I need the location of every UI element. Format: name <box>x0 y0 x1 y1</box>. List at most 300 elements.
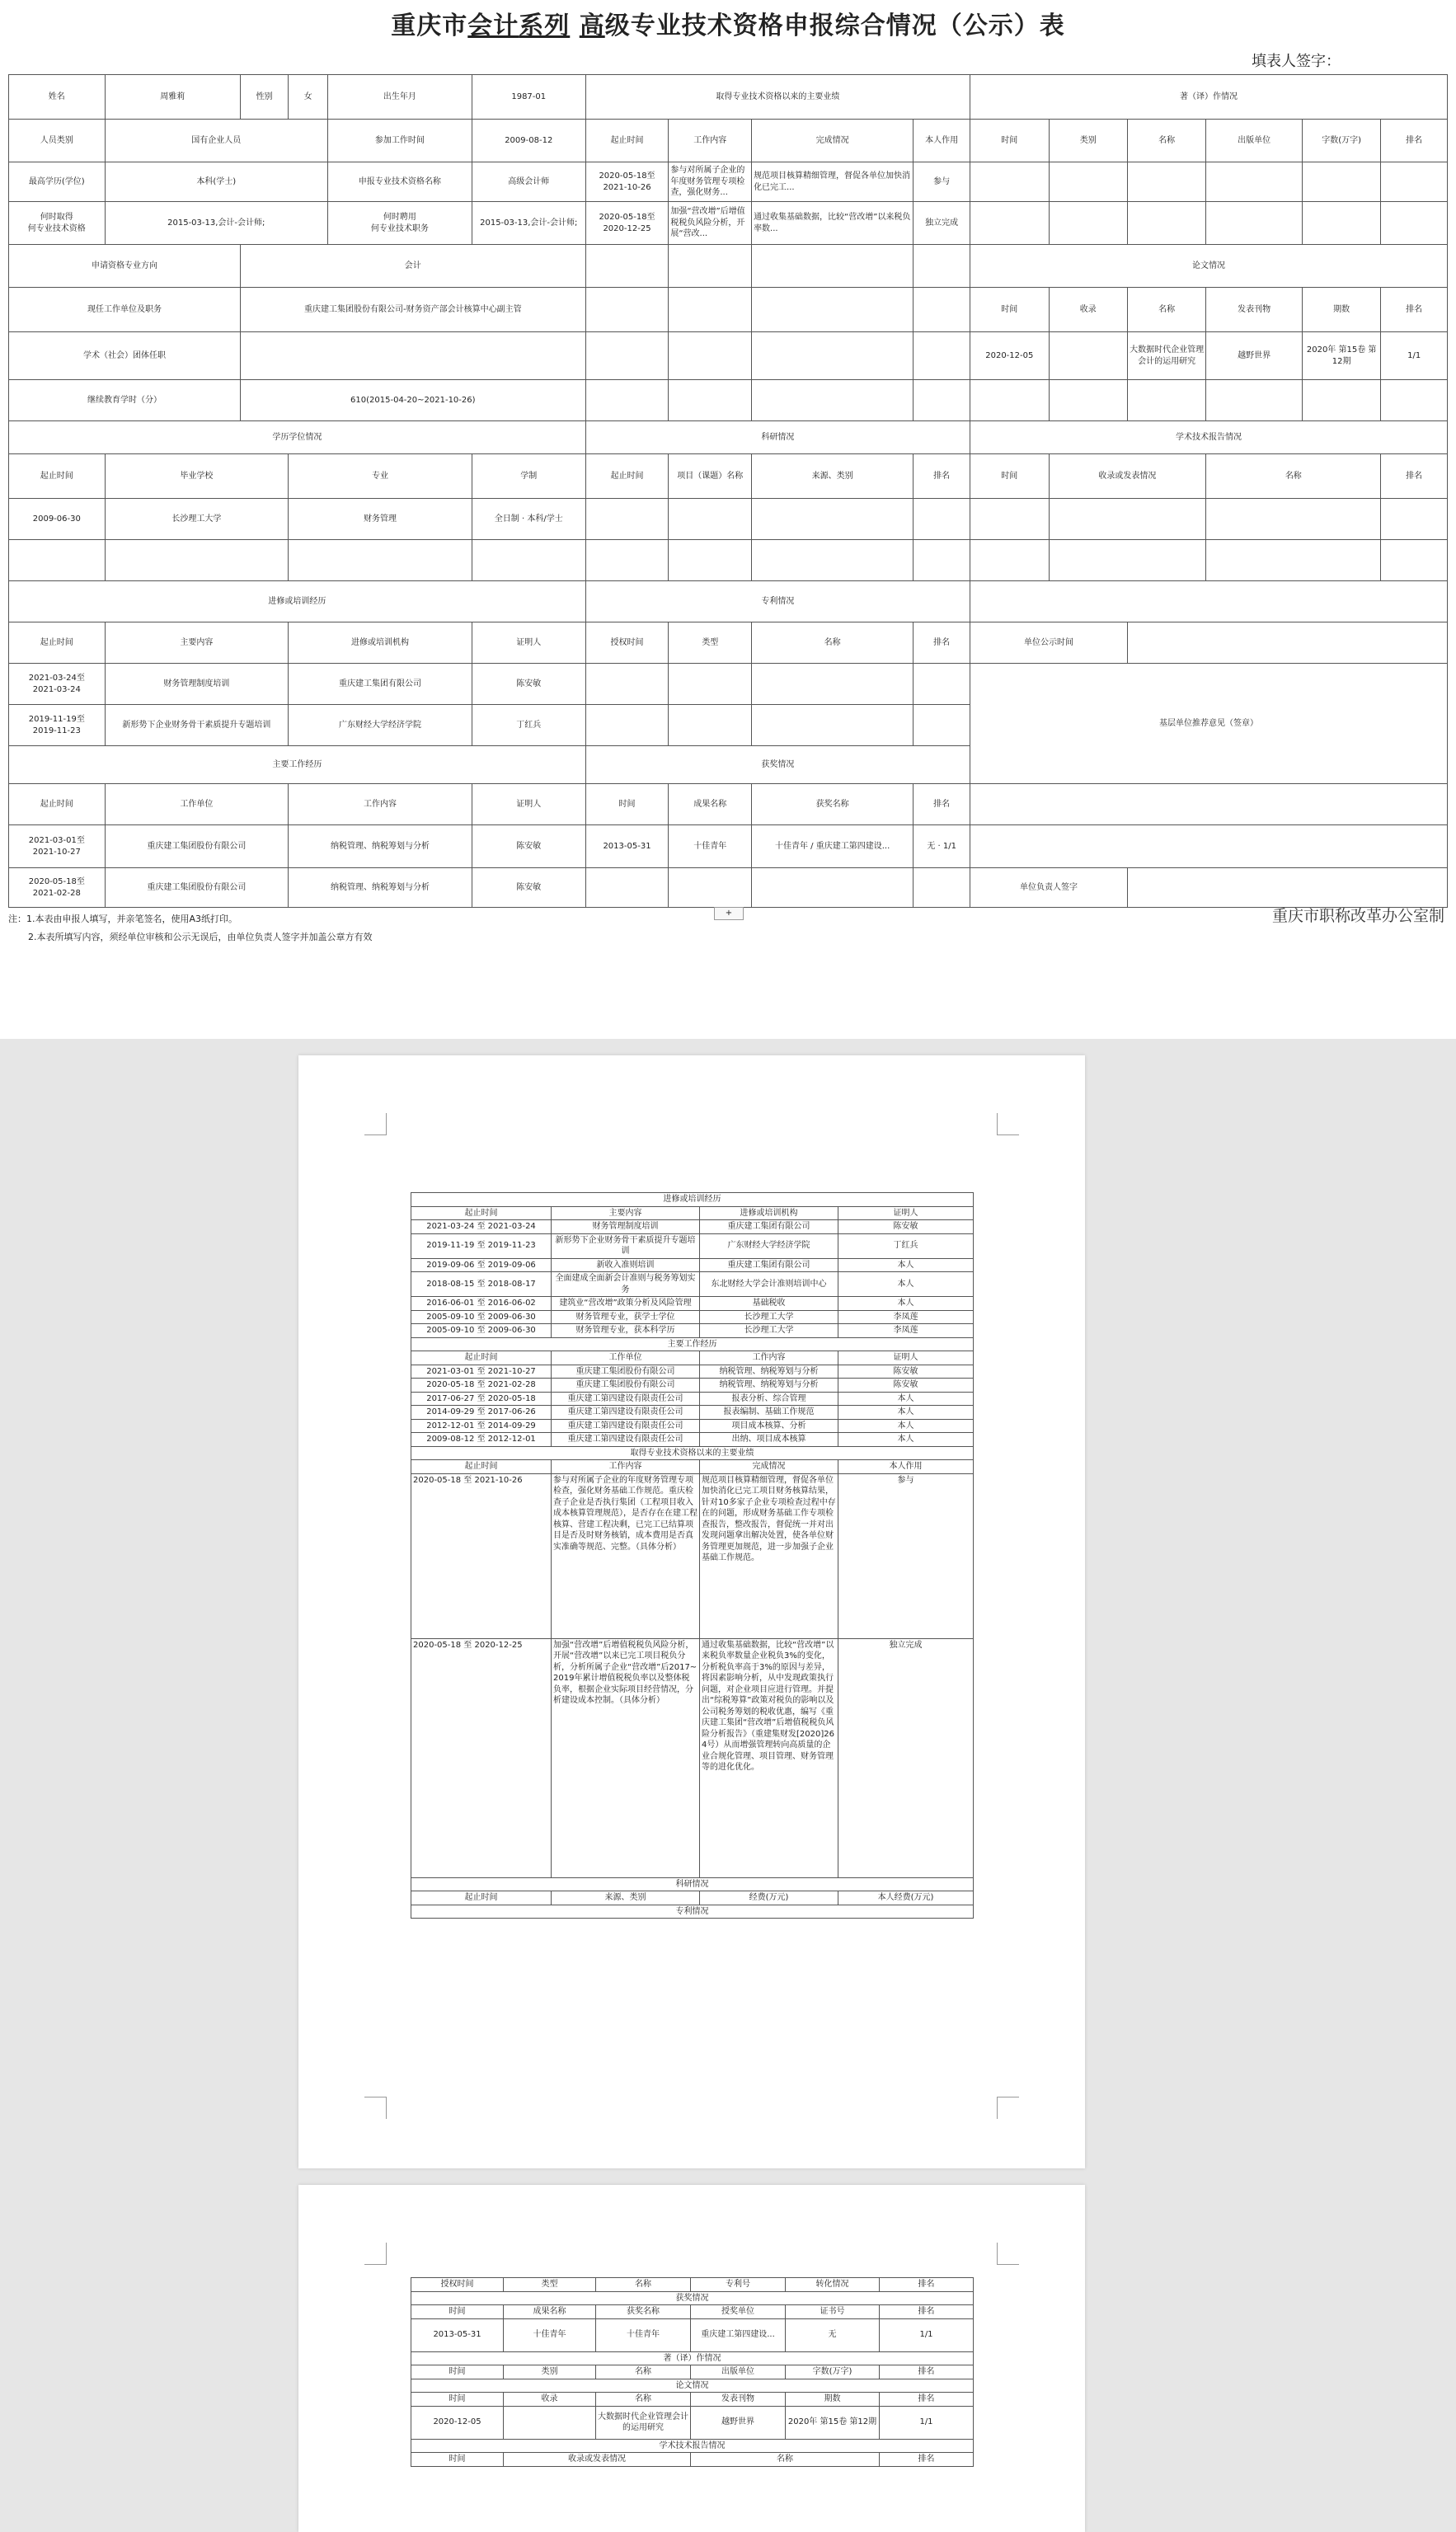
paper-issue: 2020年 第15卷 第12期 <box>1302 332 1380 380</box>
p3-award-col: 授奖单位 <box>691 2305 786 2319</box>
ach-empty <box>585 332 669 380</box>
p2-career-col: 起止时间 <box>411 1351 552 1365</box>
works-empty <box>1049 202 1127 245</box>
p2-career-unit: 重庆建工第四建设有限责任公司 <box>552 1419 700 1433</box>
p3-papers-col: 时间 <box>411 2393 504 2407</box>
p2-career-content: 纳税管理、纳税筹划与分析 <box>700 1365 838 1379</box>
career-col-content: 工作内容 <box>289 784 472 825</box>
research-empty <box>914 540 970 581</box>
patent-empty <box>752 705 914 746</box>
p2-training-time: 2016-06-01 至 2016-06-02 <box>411 1297 552 1311</box>
p2-career-time: 2021-03-01 至 2021-10-27 <box>411 1365 552 1379</box>
p3-award-col: 成果名称 <box>504 2305 596 2319</box>
p3-papers-col: 排名 <box>880 2393 974 2407</box>
training-row-2-witness: 丁红兵 <box>472 705 585 746</box>
works-col-publisher: 出版单位 <box>1206 120 1303 162</box>
conf-empty <box>1381 540 1448 581</box>
papers-col-name: 名称 <box>1127 288 1205 332</box>
career-col-witness: 证明人 <box>472 784 585 825</box>
patent-col-rank: 排名 <box>914 622 970 664</box>
career-row-2-witness: 陈安敏 <box>472 868 585 908</box>
p3-works-col: 排名 <box>880 2365 974 2379</box>
value-name: 周雅莉 <box>105 75 240 120</box>
training-row-1-witness: 陈安敏 <box>472 664 585 705</box>
p2-career-unit: 重庆建工第四建设有限责任公司 <box>552 1406 700 1420</box>
page-corner-mark <box>997 1113 1019 1135</box>
label-current-title: 申报专业技术资格名称 <box>327 162 472 202</box>
p2-career-unit: 重庆建工集团股份有限公司 <box>552 1379 700 1393</box>
p2-career-witness: 陈安敏 <box>838 1379 974 1393</box>
unit-opinion-time-value <box>1127 622 1447 664</box>
p2-career-unit: 重庆建工第四建设有限责任公司 <box>552 1392 700 1406</box>
award-empty <box>585 868 669 908</box>
training-row-2-time: 2019-11-19至 2019-11-23 <box>9 705 106 746</box>
paper-rank: 1/1 <box>1381 332 1448 380</box>
works-col-type: 类别 <box>1049 120 1127 162</box>
award-row-result: 十佳青年 <box>669 825 752 868</box>
print-preview-page-3 <box>298 2185 1085 2532</box>
p2-training-org: 广东财经大学经济学院 <box>700 1233 838 1258</box>
works-col-words: 字数(万字) <box>1302 120 1380 162</box>
p2-training-time: 2005-09-10 至 2009-06-30 <box>411 1324 552 1338</box>
p2-career-unit: 重庆建工第四建设有限责任公司 <box>552 1433 700 1447</box>
p2-career-content: 项目成本核算、分析 <box>700 1419 838 1433</box>
award-col-name: 获奖名称 <box>752 784 914 825</box>
ach-empty <box>585 380 669 421</box>
label-work-start: 参加工作时间 <box>327 120 472 162</box>
p2-research-col: 来源、类别 <box>552 1891 700 1905</box>
p3-paper-index <box>504 2406 596 2439</box>
p3-award-name: 十佳青年 <box>596 2318 691 2351</box>
p2-career-col: 工作单位 <box>552 1351 700 1365</box>
conf-empty <box>970 540 1049 581</box>
p2-training-witness: 本人 <box>838 1258 974 1272</box>
p2-career-time: 2012-12-01 至 2014-09-29 <box>411 1419 552 1433</box>
works-empty <box>1381 162 1448 202</box>
p2-career-content: 报表编制、基础工作规范 <box>700 1406 838 1420</box>
award-row-rank: 1/1 <box>942 841 956 851</box>
ach-empty <box>914 245 970 288</box>
career-row-1-unit: 重庆建工集团股份有限公司 <box>105 825 289 868</box>
p2-training-org: 重庆建工集团有限公司 <box>700 1220 838 1234</box>
p2-training-content: 财务管理专业，获学士学位 <box>552 1310 700 1324</box>
p2-training-content: 财务管理专业，获本科学历 <box>552 1324 700 1338</box>
p2-training-content: 全面建成全面新会计准则与税务筹划实务 <box>552 1272 700 1297</box>
edu-col-length: 学制 <box>472 454 585 499</box>
ach-empty <box>914 288 970 332</box>
award-col-time: 时间 <box>585 784 669 825</box>
research-empty <box>669 499 752 540</box>
patent-col-time: 授权时间 <box>585 622 669 664</box>
awards-header: 获奖情况 <box>585 746 970 784</box>
p2-training-witness: 丁红兵 <box>838 1233 974 1258</box>
ach-empty <box>669 380 752 421</box>
training-row-1-time: 2021-03-24至 2021-03-24 <box>9 664 106 705</box>
research-col-rank: 排名 <box>914 454 970 499</box>
research-col-source: 来源、类别 <box>752 454 914 499</box>
value-personnel-type: 国有企业人员 <box>105 120 327 162</box>
unit-recommendation: 基层单位推荐意见（签章） <box>970 664 1448 784</box>
paper-index <box>1049 332 1127 380</box>
value-edu-highest: 本科(学士) <box>105 162 327 202</box>
p2-training-col: 进修或培训机构 <box>700 1206 838 1220</box>
research-empty <box>752 499 914 540</box>
p2-training-col: 主要内容 <box>552 1206 700 1220</box>
ach-empty <box>669 288 752 332</box>
p2-career-time: 2017-06-27 至 2020-05-18 <box>411 1392 552 1406</box>
p3-patent-col: 类型 <box>504 2278 596 2292</box>
ach-row-2-content: 加强“营改增”后增值税税负风险分析，开展“营改... <box>669 202 752 245</box>
paper-empty <box>1381 380 1448 421</box>
ach-row-1-time: 2020-05-18至 2021-10-26 <box>585 162 669 202</box>
ach-row-2-time: 2020-05-18至 2020-12-25 <box>585 202 669 245</box>
papers-col-rank: 排名 <box>1381 288 1448 332</box>
label-obtained-qual: 何时取得 何专业技术资格 <box>9 202 106 245</box>
p3-conf-col: 收录或发表情况 <box>504 2453 691 2467</box>
award-col-result: 成果名称 <box>669 784 752 825</box>
p3-works-col: 类别 <box>504 2365 596 2379</box>
edu-time: 2009-06-30 <box>9 499 106 540</box>
edu-header: 学历学位情况 <box>9 421 586 454</box>
edu-empty <box>105 540 289 581</box>
career-col-time: 起止时间 <box>9 784 106 825</box>
label-unit-leader-sign: 单位负责人签字 <box>970 868 1128 908</box>
patent-empty <box>914 705 970 746</box>
ach-empty <box>914 332 970 380</box>
p2-ach-time: 2020-05-18 至 2020-12-25 <box>411 1638 552 1877</box>
add-sheet-button[interactable]: + <box>714 907 744 920</box>
p3-patent-col: 名称 <box>596 2278 691 2292</box>
p3-patent-col: 转化情况 <box>786 2278 880 2292</box>
ach-empty <box>585 245 669 288</box>
p2-ach-col: 本人作用 <box>838 1460 974 1474</box>
conf-empty <box>1206 540 1381 581</box>
ach-empty <box>669 332 752 380</box>
p2-training-time: 2019-09-06 至 2019-09-06 <box>411 1258 552 1272</box>
conf-empty <box>970 499 1049 540</box>
value-current-unit: 重庆建工集团股份有限公司-财务资产部会计核算中心副主管 <box>240 288 585 332</box>
p2-training-org: 基础税收 <box>700 1297 838 1311</box>
value-birth: 1987-01 <box>472 75 585 120</box>
ach-empty <box>752 332 914 380</box>
ach-col-role: 本人作用 <box>914 120 970 162</box>
p2-training-col: 证明人 <box>838 1206 974 1220</box>
research-empty <box>669 540 752 581</box>
career-row-2-content: 纳税管理、纳税筹划与分析 <box>289 868 472 908</box>
p2-training-witness: 陈安敏 <box>838 1220 974 1234</box>
p2-ach-content: 参与对所属子企业的年度财务管理专项检查，强化财务基础工作规范。重庆检查子企业是否执行集团（工程项目收入成本核算管理规范），是否存在在建工程核算、营建工程决剩，已完工已结算项目是否及时财务核销，成本费用是否真实准确等规范、完整。（具体分析） <box>552 1473 700 1638</box>
training-header: 进修或培训经历 <box>9 581 586 622</box>
works-empty <box>970 162 1049 202</box>
label-personnel-type: 人员类别 <box>9 120 106 162</box>
training-col-org: 进修或培训机构 <box>289 622 472 664</box>
training-col-content: 主要内容 <box>105 622 289 664</box>
p3-papers-col: 收录 <box>504 2393 596 2407</box>
career-row-2-unit: 重庆建工集团股份有限公司 <box>105 868 289 908</box>
achievements-header: 取得专业技术资格以来的主要业绩 <box>585 75 970 120</box>
ach-row-1-role: 参与 <box>914 162 970 202</box>
p3-papers-header: 论文情况 <box>411 2379 974 2393</box>
main-sheet <box>0 0 1456 1039</box>
conf-header: 学术技术报告情况 <box>970 421 1448 454</box>
research-col-name: 项目（课题）名称 <box>669 454 752 499</box>
p2-career-witness: 本人 <box>838 1406 974 1420</box>
p2-research-col: 起止时间 <box>411 1891 552 1905</box>
p2-training-time: 2019-11-19 至 2019-11-23 <box>411 1233 552 1258</box>
career-row-2-time: 2020-05-18至 2021-02-28 <box>9 868 106 908</box>
p2-training-witness: 李凤莲 <box>838 1310 974 1324</box>
edu-major: 财务管理 <box>289 499 472 540</box>
p3-award-cert: 无 <box>786 2318 880 2351</box>
papers-header: 论文情况 <box>970 245 1448 288</box>
p2-career-witness: 本人 <box>838 1419 974 1433</box>
papers-col-time: 时间 <box>970 288 1049 332</box>
page-corner-mark <box>997 2243 1019 2265</box>
award-empty <box>752 868 914 908</box>
label-gender: 性别 <box>240 75 288 120</box>
papers-col-index: 收录 <box>1049 288 1127 332</box>
p2-career-content: 出纳、项目成本核算 <box>700 1433 838 1447</box>
p2-research-col: 本人经费(万元) <box>838 1891 974 1905</box>
patent-col-type: 类型 <box>669 622 752 664</box>
patent-empty <box>669 705 752 746</box>
ach-row-2-role: 独立完成 <box>914 202 970 245</box>
p3-paper-time: 2020-12-05 <box>411 2406 504 2439</box>
p2-training-org: 重庆建工集团有限公司 <box>700 1258 838 1272</box>
page-corner-mark <box>364 2243 387 2265</box>
p2-ach-result: 规范项目核算精细管理，督促各单位加快消化已完工项目财务核算结果，针对10多家子企业专项检查过程中存在的问题，形成财务基础工作专项检查报告，整改报告，督促统一并对出发现问题拿出解决处置，使各单位财务管理更加规范，进一步加强子企业基础工作规范。 <box>700 1473 838 1638</box>
p3-award-result: 十佳青年 <box>504 2318 596 2351</box>
p3-award-col: 获奖名称 <box>596 2305 691 2319</box>
p3-papers-col: 名称 <box>596 2393 691 2407</box>
page-corner-mark <box>997 2097 1019 2119</box>
ach-empty <box>914 380 970 421</box>
edu-col-school: 毕业学校 <box>105 454 289 499</box>
edu-degree: 本科/学士 <box>527 514 563 524</box>
p2-career-unit: 重庆建工集团股份有限公司 <box>552 1365 700 1379</box>
p3-award-rank: 1/1 <box>880 2318 974 2351</box>
career-row-1-content: 纳税管理、纳税筹划与分析 <box>289 825 472 868</box>
p3-works-col: 字数(万字) <box>786 2365 880 2379</box>
p3-conf-col: 排名 <box>880 2453 974 2467</box>
p3-award-col: 时间 <box>411 2305 504 2319</box>
p2-career-header: 主要工作经历 <box>411 1337 974 1351</box>
training-col-time: 起止时间 <box>9 622 106 664</box>
p3-patent-col: 授权时间 <box>411 2278 504 2292</box>
career-row-1-witness: 陈安敏 <box>472 825 585 868</box>
p3-award-col: 证书号 <box>786 2305 880 2319</box>
blank <box>970 784 1448 825</box>
p3-works-col: 出版单位 <box>691 2365 786 2379</box>
p2-training-org: 长沙理工大学 <box>700 1310 838 1324</box>
p2-career-time: 2009-08-12 至 2012-12-01 <box>411 1433 552 1447</box>
p2-training-witness: 本人 <box>838 1297 974 1311</box>
label-society: 学术（社会）团体任职 <box>9 332 241 380</box>
award-empty <box>914 868 970 908</box>
p2-ach-header: 取得专业技术资格以来的主要业绩 <box>411 1446 974 1460</box>
patent-empty <box>585 705 669 746</box>
ach-col-result: 完成情况 <box>752 120 914 162</box>
p3-patent-col: 专利号 <box>691 2278 786 2292</box>
edu-empty <box>472 540 585 581</box>
footer-office: 重庆市职称改革办公室制 <box>1271 907 1444 925</box>
research-header: 科研情况 <box>585 421 970 454</box>
p2-ach-role: 独立完成 <box>838 1638 974 1877</box>
label-name: 姓名 <box>9 75 106 120</box>
research-col-time: 起止时间 <box>585 454 669 499</box>
p2-ach-col: 工作内容 <box>552 1460 700 1474</box>
p3-papers-col: 发表刊物 <box>691 2393 786 2407</box>
p2-ach-role: 参与 <box>838 1473 974 1638</box>
form-title: 重庆市会计系列 高级专业技术资格申报综合情况（公示）表 <box>391 12 1065 40</box>
page-corner-mark <box>364 2097 387 2119</box>
works-empty <box>1206 162 1303 202</box>
training-col-witness: 证明人 <box>472 622 585 664</box>
p3-paper-name: 大数据时代企业管理会计的运用研究 <box>596 2406 691 2439</box>
value-current-title: 高级会计师 <box>472 162 585 202</box>
p3-paper-issue: 2020年 第15卷 第12期 <box>786 2406 880 2439</box>
works-header: 著（译）作情况 <box>970 75 1448 120</box>
p3-works-header: 著（译）作情况 <box>411 2351 974 2365</box>
patent-empty <box>752 664 914 705</box>
ach-empty <box>752 380 914 421</box>
page2-table <box>411 1192 974 1919</box>
value-society <box>240 332 585 380</box>
p2-patents-header: 专利情况 <box>411 1905 974 1919</box>
page-corner-mark <box>364 1113 387 1135</box>
award-row-org: 重庆建工第四建设... <box>815 841 890 851</box>
research-empty <box>585 540 669 581</box>
print-preview-page-2 <box>298 1055 1085 2168</box>
ach-empty <box>669 245 752 288</box>
p2-ach-col: 起止时间 <box>411 1460 552 1474</box>
training-row-1-org: 重庆建工集团有限公司 <box>289 664 472 705</box>
paper-empty <box>1206 380 1303 421</box>
works-empty <box>1302 162 1380 202</box>
works-empty <box>1381 202 1448 245</box>
paper-journal: 越野世界 <box>1206 332 1303 380</box>
award-row-cert: 无 <box>927 841 936 851</box>
p3-awards-header: 获奖情况 <box>411 2291 974 2305</box>
ach-row-1-content: 参与对所属子企业的年度财务管理专项检查，强化财务... <box>669 162 752 202</box>
p2-career-time: 2020-05-18 至 2021-02-28 <box>411 1379 552 1393</box>
p3-conf-col: 时间 <box>411 2453 504 2467</box>
p2-training-time: 2018-08-15 至 2018-08-17 <box>411 1272 552 1297</box>
works-empty <box>970 202 1049 245</box>
works-empty <box>1049 162 1127 202</box>
p3-papers-col: 期数 <box>786 2393 880 2407</box>
paper-empty <box>1049 380 1127 421</box>
label-current-unit: 现任工作单位及职务 <box>9 288 241 332</box>
paper-name: 大数据时代企业管理会计的运用研究 <box>1127 332 1205 380</box>
p2-training-content: 财务管理制度培训 <box>552 1220 700 1234</box>
works-col-rank: 排名 <box>1381 120 1448 162</box>
conf-empty <box>1381 499 1448 540</box>
paper-empty <box>1302 380 1380 421</box>
conf-empty <box>1206 499 1381 540</box>
p2-training-content: 建筑业“营改增”政策分析及风险管理 <box>552 1297 700 1311</box>
main-form-table <box>8 74 1448 908</box>
p3-conf-header: 学术技术报告情况 <box>411 2439 974 2453</box>
p3-works-col: 名称 <box>596 2365 691 2379</box>
patent-empty <box>914 664 970 705</box>
unit-leader-sign-value <box>1127 868 1447 908</box>
training-row-2-content: 新形势下企业财务骨干素质提升专题培训 <box>105 705 289 746</box>
p2-training-header: 进修或培训经历 <box>411 1193 974 1207</box>
p2-training-content: 新收入准则培训 <box>552 1258 700 1272</box>
edu-empty <box>9 540 106 581</box>
value-obtained-title: 2015-03-13,会计-会计师; <box>472 202 585 245</box>
award-row-name-org: 十佳青年 / 重庆建工第四建设... <box>752 825 914 868</box>
works-col-time: 时间 <box>970 120 1049 162</box>
p2-ach-col: 完成情况 <box>700 1460 838 1474</box>
award-row-name: 十佳青年 <box>774 841 808 851</box>
training-row-1-content: 财务管理制度培训 <box>105 664 289 705</box>
p2-research-col: 经费(万元) <box>700 1891 838 1905</box>
p2-career-witness: 本人 <box>838 1433 974 1447</box>
p2-training-time: 2021-03-24 至 2021-03-24 <box>411 1220 552 1234</box>
patent-col-name: 名称 <box>752 622 914 664</box>
label-obtained-title: 何时聘用 何专业技术职务 <box>327 202 472 245</box>
p3-works-col: 时间 <box>411 2365 504 2379</box>
p3-paper-journal: 越野世界 <box>691 2406 786 2439</box>
value-gender: 女 <box>289 75 328 120</box>
patent-empty <box>669 664 752 705</box>
paper-empty <box>970 380 1049 421</box>
p2-career-col: 证明人 <box>838 1351 974 1365</box>
career-col-unit: 工作单位 <box>105 784 289 825</box>
award-col-rank: 排名 <box>914 784 970 825</box>
p2-training-witness: 本人 <box>838 1272 974 1297</box>
note-1: 注：1.本表由申报人填写，并亲笔签名，使用A3纸打印。 <box>8 914 238 924</box>
edu-school: 长沙理工大学 <box>105 499 289 540</box>
form-notes <box>8 910 373 947</box>
conf-col-name: 名称 <box>1206 454 1381 499</box>
career-header: 主要工作经历 <box>9 746 586 784</box>
label-birth: 出生年月 <box>327 75 472 120</box>
conf-col-time: 时间 <box>970 454 1049 499</box>
patents-header: 专利情况 <box>585 581 970 622</box>
p2-ach-content: 加强“营改增”后增值税税负风险分析，开展“营改增”以来已完工项目税负分析，分析所属子企业“营改增”后2017~2019年累计增值税税负率以及整体税负率，根据企业实际项目经营情况，分析建设成本控制。（具体分析） <box>552 1638 700 1877</box>
works-empty <box>1127 202 1205 245</box>
works-empty <box>1127 162 1205 202</box>
p3-award-org: 重庆建工第四建设... <box>691 2318 786 2351</box>
ach-row-2-result: 通过收集基础数据，比较“营改增”以来税负率数... <box>752 202 914 245</box>
research-empty <box>914 499 970 540</box>
edu-length-degree: 全日制 · 本科/学士 <box>472 499 585 540</box>
papers-col-journal: 发表刊物 <box>1206 288 1303 332</box>
conf-empty <box>1049 499 1206 540</box>
p3-award-col: 排名 <box>880 2305 974 2319</box>
ach-col-content: 工作内容 <box>669 120 752 162</box>
label-edu-highest: 最高学历(学位) <box>9 162 106 202</box>
signer-label: 填表人签字： <box>1252 53 1341 70</box>
p2-research-header: 科研情况 <box>411 1877 974 1891</box>
edu-col-time: 起止时间 <box>9 454 106 499</box>
works-col-name: 名称 <box>1127 120 1205 162</box>
p2-career-content: 纳税管理、纳税筹划与分析 <box>700 1379 838 1393</box>
page3-table <box>411 2277 974 2467</box>
p3-conf-col: 名称 <box>691 2453 880 2467</box>
award-row-cert-rank: 无 · 1/1 <box>914 825 970 868</box>
conf-empty <box>1049 540 1206 581</box>
label-unit-opinion-time: 单位公示时间 <box>970 622 1128 664</box>
research-empty <box>752 540 914 581</box>
works-empty <box>1302 202 1380 245</box>
note-2: 2.本表所填写内容，须经单位审核和公示无误后，由单位负责人签字并加盖公章方有效 <box>28 932 373 942</box>
value-specialty: 会计 <box>240 245 585 288</box>
p2-ach-result: 通过收集基础数据，比较“营改增”以来税负率数量企业税负3%的变化，分析税负率高于3%的原因与差异，将因素影响分析，从中发现政策执行问题，对企业项目应进行管理。并提出“综税筹算”政策对税负的影响以及公司税务筹划的税收优惠，编写《重庆建工集团“营改增”后增值税税负风险分析报告》（重建集财发[2020]264号）从而增强管理转向高质量的企业合规化管理、项目管理、财务管理等的进化优化。 <box>700 1638 838 1877</box>
